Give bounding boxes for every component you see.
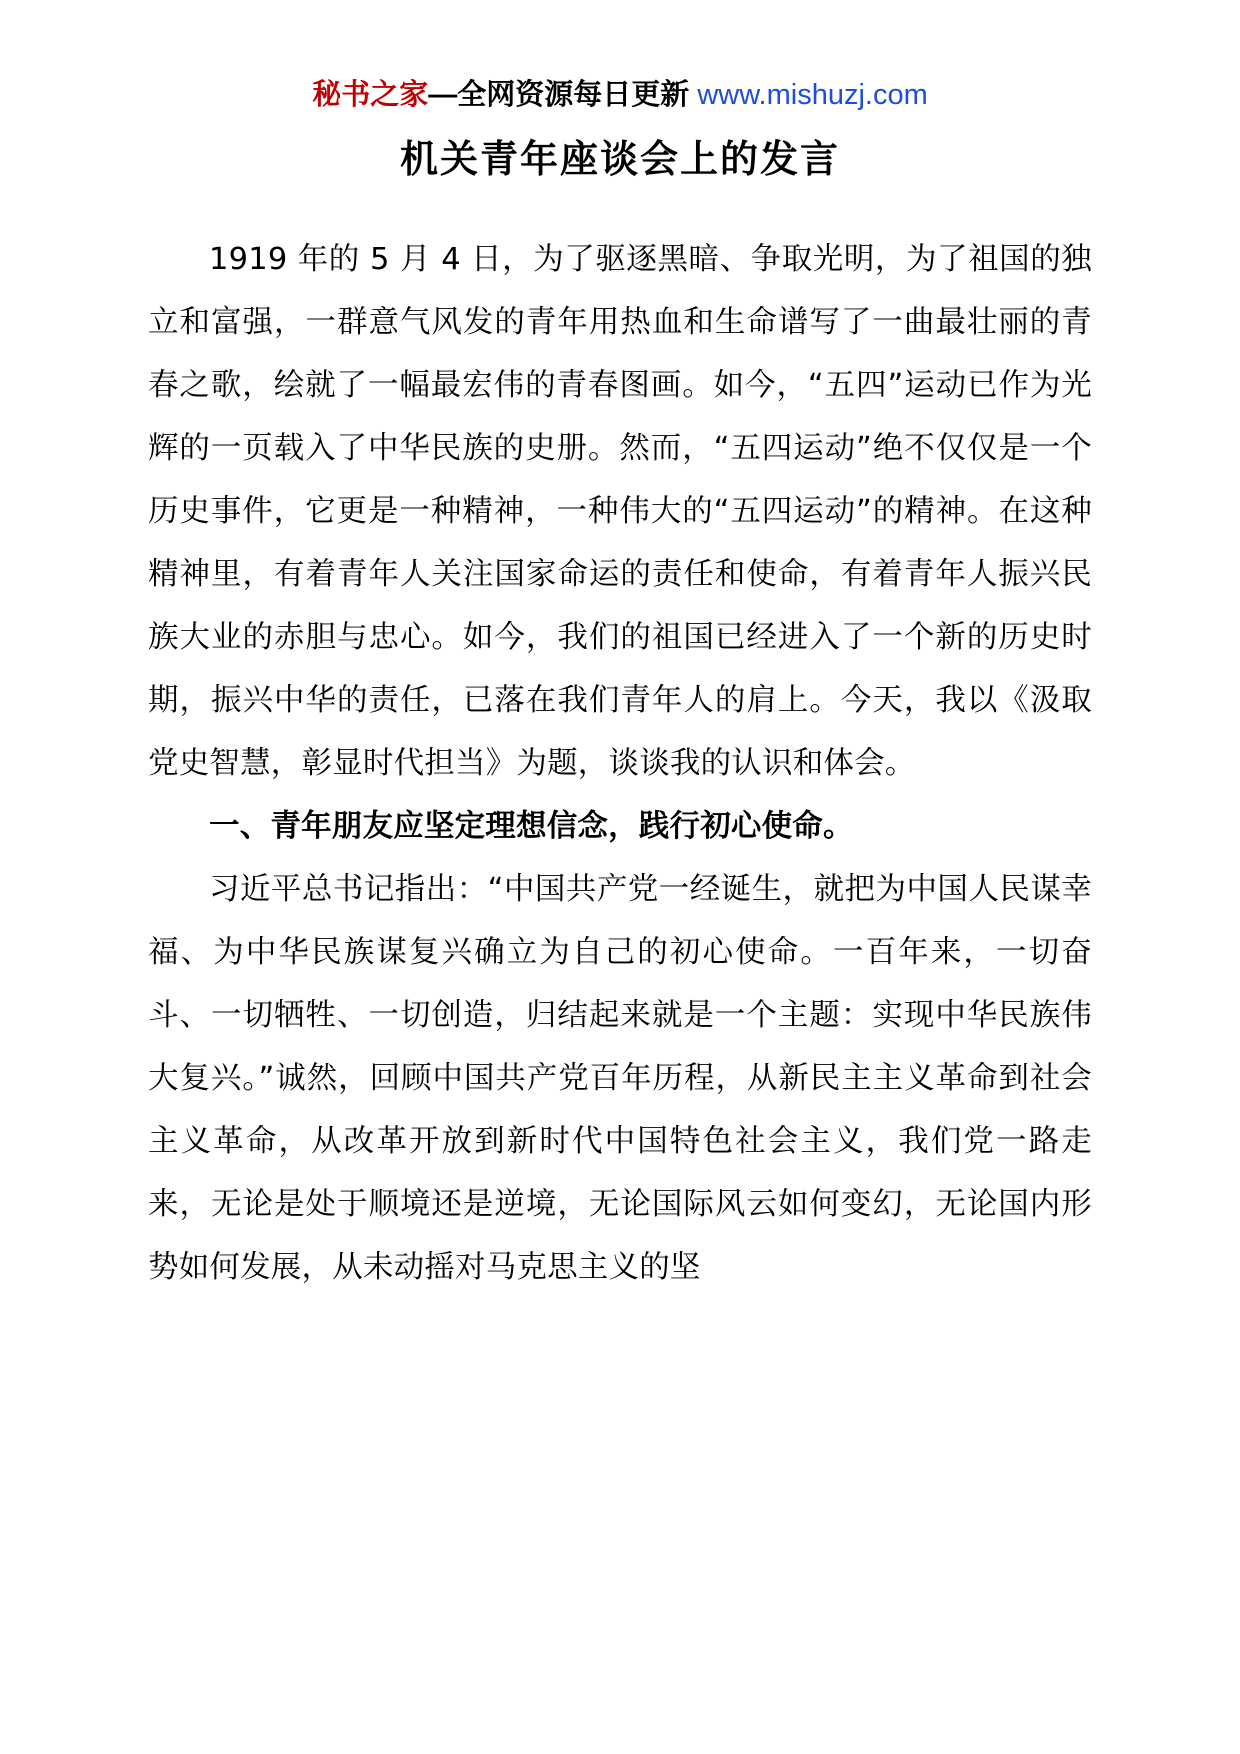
site-watermark [148,78,1092,113]
section-heading-1: 一、青年朋友应坚定理想信念，践行初心使命。 [209,809,854,845]
watermark-brand: 秘书之家 [312,79,429,111]
body-paragraph-1: 1919 年的 5 月 4 日，为了驱逐黑暗、争取光明，为了祖国的独立和富强，一群意气风发的青年用热血和生命谱写了一曲最壮丽的青春之歌，绘就了一幅最宏伟的青春图画。如今，“五四”运动已作为光辉的一页载入了中华民族的史册。然而，“五四运动”绝不仅仅是一个历史事件，它更是一种精神，一种伟大的“五四运动”的精神。在这种精神里，有着青年人关注国家命运的责任和使命，有着青年人振兴民族大业的赤胆与忠心。如今，我们的祖国已经进入了一个新的历史时期，振兴中华的责任，已落在我们青年人的肩上。今天，我以《汲取党史智慧，彰显时代担当》为题，谈谈我的认识和体会。 [148,242,1092,782]
watermark-url[interactable]: www.mishuzj.com [697,79,928,111]
watermark-middle-text: —全网资源每日更新 [428,79,698,111]
page-title: 机关青年座谈会上的发言 [399,136,840,181]
body-paragraph-2: 习近平总书记指出：“中国共产党一经诞生，就把为中国人民谋幸福、为中华民族谋复兴确立为自己的初心使命。一百年来，一切奋斗、一切牺牲、一切创造，归结起来就是一个主题：实现中华民族伟大复兴。”诚然，回顾中国共产党百年历程，从新民主主义革命到社会主义革命，从改革开放到新时代中国特色社会主义，我们党一路走来，无论是处于顺境还是逆境，无论国际风云如何变幻，无论国内形势如何发展，从未动摇对马克思主义的坚 [148,872,1092,1286]
